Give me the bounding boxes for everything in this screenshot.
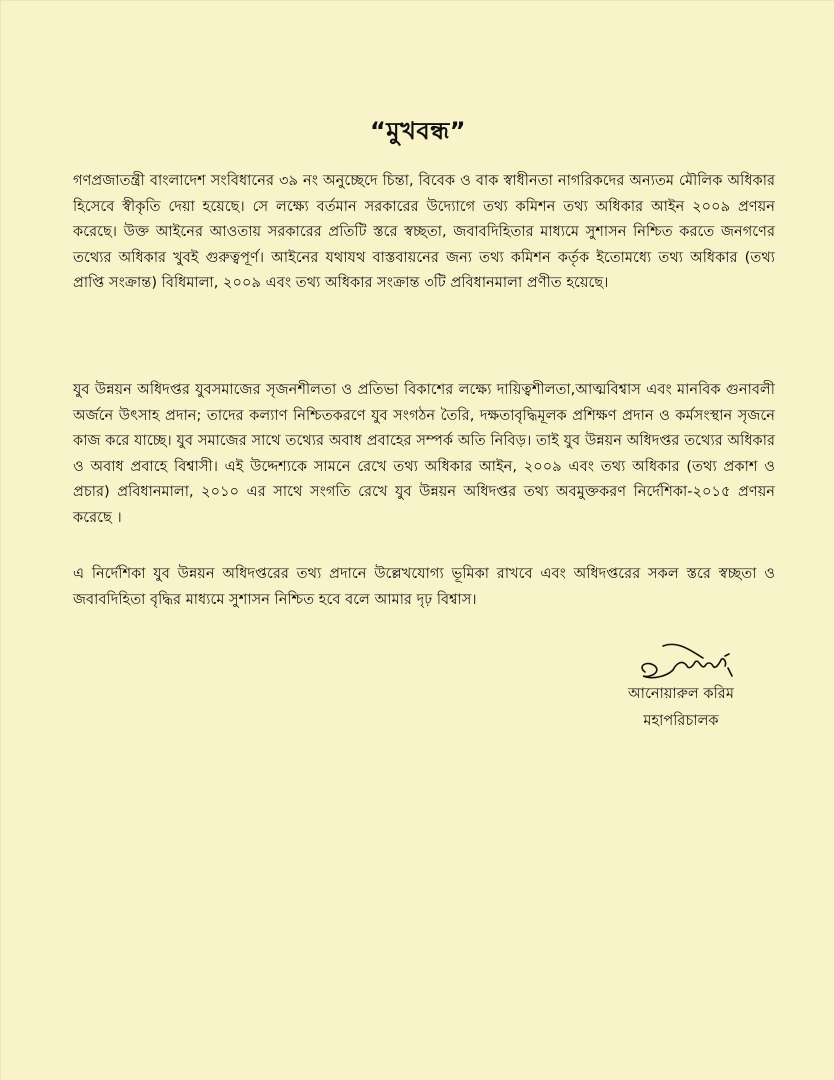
signatory-name: আনোয়ারুল করিম — [628, 685, 734, 702]
document-title: “মুখবন্ধ” — [370, 117, 466, 145]
paragraph-intro: গণপ্রজাতন্ত্রী বাংলাদেশ সংবিধানের ৩৯ নং অনুচ্ছেদে চিন্তা, বিবেক ও বাক স্বাধীনতা নাগরিকদের অন্যতম মৌলিক অধিকার হিসেবে স্বীকৃতি দেয়া হয়েছে। সে লক্ষ্যে বর্তমান সরকারের উদ্যোগে তথ্য কমিশন তথ্য অধিকার আইন ২০০৯ প্রণয়ন করেছে। উক্ত আইনের আওতায় সরকারের প্রতিটি স্তরে স্বচ্ছতা, জবাবদিহিতার মাধ্যমে সুশাসন নিশ্চিত করতে জনগণের তথ্যের অধিকার খুবই গুরুত্বপূর্ণ। আইনের যথাযথ বাস্তবায়নের জন্য তথ্য কমিশন কর্তৃক ইতোমধ্যে তথ্য অধিকার (তথ্য প্রাপ্তি সংক্রান্ত) বিধিমালা, ২০০৯ এবং তথ্য অধিকার সংক্রান্ত ৩টি প্রবিধানমালা প্রণীত হয়েছে। — [73, 172, 775, 291]
signature-image — [633, 636, 743, 682]
paragraph-conclusion: এ নির্দেশিকা যুব উন্নয়ন অধিদপ্তরের তথ্য প্রদানে উল্লেখযোগ্য ভূমিকা রাখবে এবং অধিদপ্তরের সকল স্তরে স্বচ্ছতা ও জবাবদিহিতা বৃদ্ধির মাধ্যমে সুশাসন নিশ্চিত হবে বলে আমার দৃঢ় বিশ্বাস। — [73, 565, 775, 608]
signatory-designation: মহাপরিচালক — [643, 712, 719, 729]
paragraph-youth-development: যুব উন্নয়ন অধিদপ্তর যুবসমাজের সৃজনশীলতা ও প্রতিভা বিকাশের লক্ষ্যে দায়িত্বশীলতা,আত্মবিশ্বাস এবং মানবিক গুনাবলী অর্জনে উৎসাহ প্রদান; তাদের কল্যাণ নিশ্চিতকরণে যুব সংগঠন তৈরি, দক্ষতাবৃদ্ধিমূলক প্রশিক্ষণ প্রদান ও কর্মসংস্থান সৃজনে কাজ করে যাচ্ছে। যুব সমাজের সাথে তথ্যের অবাধ প্রবাহের সম্পর্ক অতি নিবিড়। তাই যুব উন্নয়ন অধিদপ্তর তথ্যের অধিকার ও অবাধ প্রবাহে বিশ্বাসী। এই উদ্দেশ্যকে সামনে রেখে তথ্য অধিকার আইন, ২০০৯ এবং তথ্য অধিকার (তথ্য প্রকাশ ও প্রচার) প্রবিধানমালা, ২০১০ এর সাথে সংগতি রেখে যুব উন্নয়ন অধিদপ্তর তথ্য অবমুক্তকরণ নির্দেশিকা-২০১৫ প্রণয়ন করেছে । — [73, 381, 776, 526]
